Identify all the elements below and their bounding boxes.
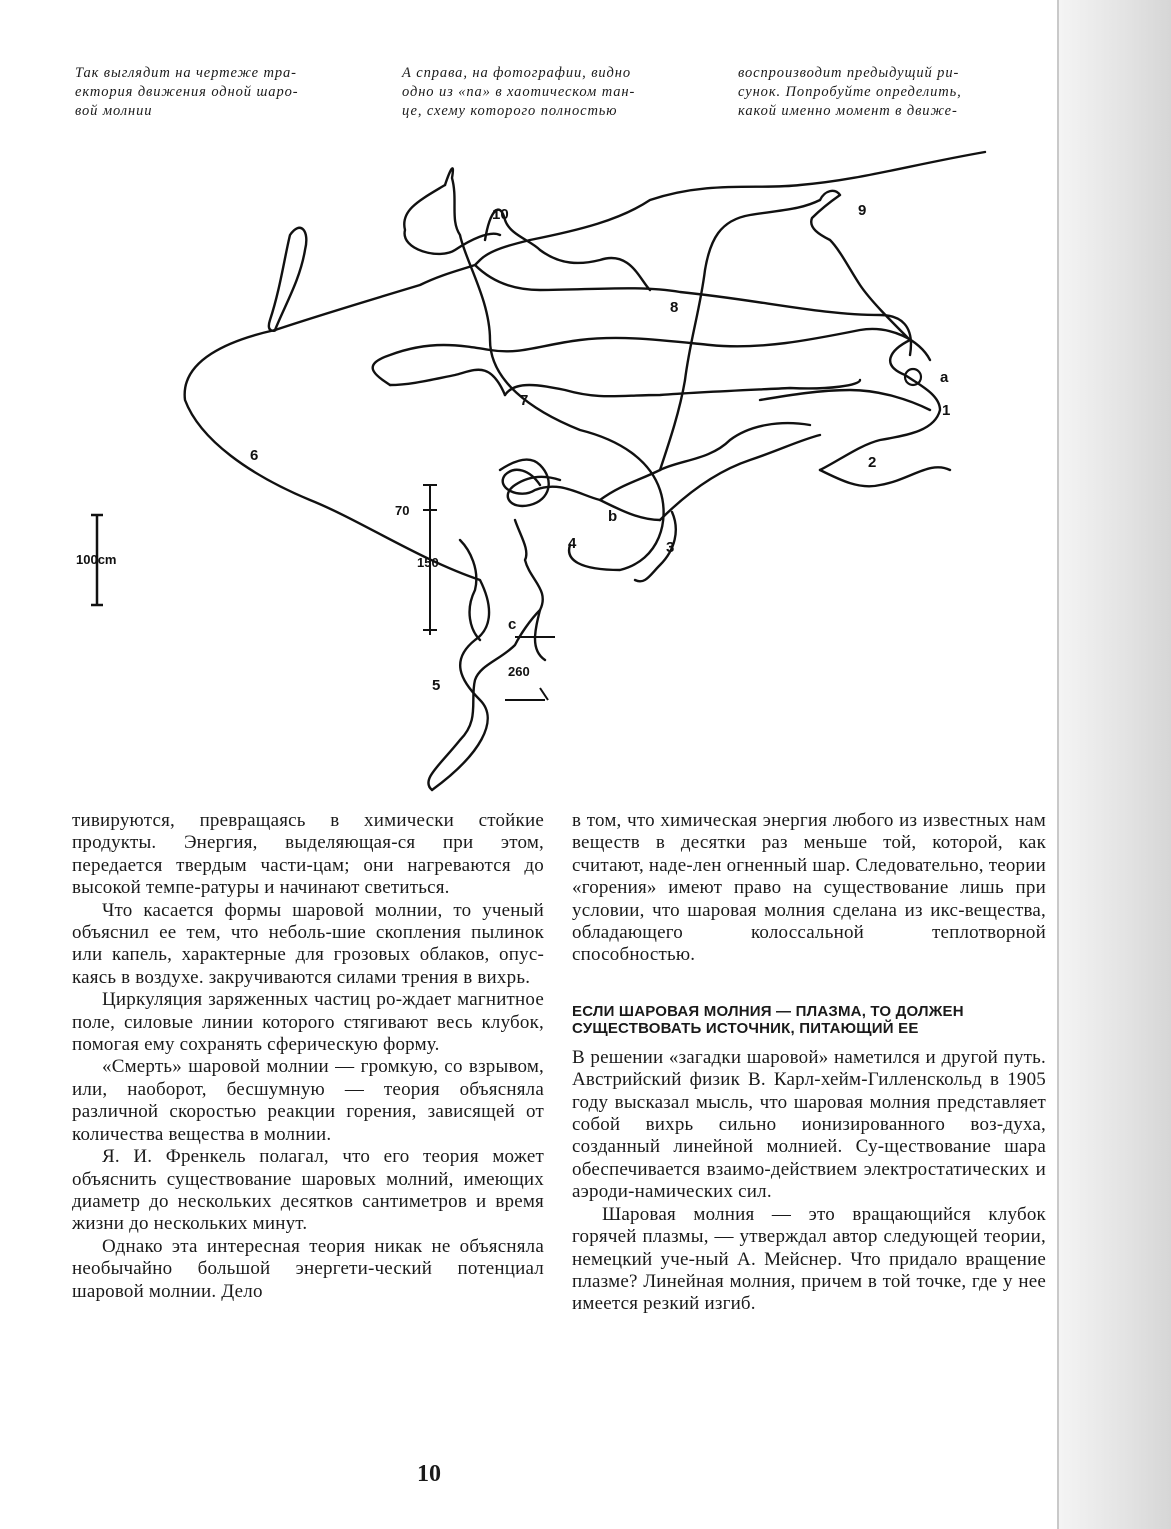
scale-label: 100cm bbox=[76, 552, 117, 567]
caption-middle: А справа, на фотографии, видно одно из «па» в хаотическом тан- це, схему которого полностью bbox=[402, 65, 636, 119]
page-number: 10 bbox=[417, 1461, 441, 1487]
trajectory-drawing bbox=[60, 140, 1050, 820]
label-b: b bbox=[608, 508, 618, 525]
section-heading: ЕСЛИ ШАРОВАЯ МОЛНИЯ — ПЛАЗМА, ТО ДОЛЖЕН СУЩЕСТВОВАТЬ ИСТОЧНИК, ПИТАЮЩИЙ ЕЕ bbox=[572, 1002, 964, 1037]
label-2: 2 bbox=[868, 454, 877, 471]
trajectory-figure bbox=[60, 140, 1050, 820]
left-paragraph-3: Циркуляция заряженных частиц ро-ждает магнитное поле, силовые линии которого стягивают весь клубок, помогая ему сохранять сферическую форму. bbox=[72, 989, 544, 1056]
label-5: 5 bbox=[432, 677, 441, 694]
caption-left: Так выглядит на чертеже тра- ектория движения одной шаро- вой молнии bbox=[75, 65, 299, 119]
label-8: 8 bbox=[670, 299, 679, 316]
label-3: 3 bbox=[666, 539, 675, 556]
right-text-column bbox=[572, 810, 1046, 1316]
label-a: a bbox=[940, 369, 949, 386]
label-10: 10 bbox=[492, 206, 509, 223]
dimension-260: 260 bbox=[508, 664, 530, 679]
right-paragraph-2: В решении «загадки шаровой» наметился и другой путь. Австрийский физик В. Карл-хейм-Гилленскольд в 1905 году высказал мысль, что шаровая молния представляет собой вихрь сильно ионизированного воз-духа, созданный линейной молнией. Су-ществование шара обеспечивается взаимо-действием электростатических и аэроди-намических сил. bbox=[572, 1046, 1046, 1203]
dimension-lines bbox=[423, 485, 555, 700]
page-edge-line bbox=[1057, 0, 1059, 1529]
left-paragraph-5: Я. И. Френкель полагал, что его теория может объяснить существование шаровых молний, имеющих диаметр до нескольких десятков сантиметров и время жизни до нескольких минут. bbox=[72, 1146, 544, 1235]
caption-right: воспроизводит предыдущий ри- сунок. Попробуйте определить, какой именно момент в движе- bbox=[738, 65, 962, 119]
dimension-150: 150 bbox=[417, 555, 439, 570]
label-4: 4 bbox=[568, 535, 577, 552]
label-9: 9 bbox=[858, 202, 867, 219]
label-1: 1 bbox=[942, 402, 951, 419]
right-paragraph-3: Шаровая молния — это вращающийся клубок горячей плазмы, — утверждал автор следующей теории, немецкий уче-ный А. Мейснер. Что придало вращение плазме? Линейная молния, причем в той точке, где у нее имеется резкий изгиб. bbox=[572, 1203, 1046, 1315]
trajectory-paths bbox=[185, 152, 985, 790]
left-paragraph-4: «Смерть» шаровой молнии — громкую, со взрывом, или, наоборот, бесшумную — теория объясняла различной скоростью реакции горения, зависящей от количества вещества в молнии. bbox=[72, 1056, 544, 1145]
label-c: c bbox=[508, 616, 517, 633]
label-7: 7 bbox=[520, 392, 529, 409]
left-paragraph-1: тивируются, превращаясь в химически стойкие продукты. Энергия, выделяющая-ся при этом, передается твердым части-цам; они нагреваются до высокой темпе-ратуры и начинают светиться. bbox=[72, 810, 544, 899]
dimension-70: 70 bbox=[395, 503, 410, 518]
left-text-column bbox=[72, 810, 544, 1303]
page-edge-shadow bbox=[1059, 0, 1171, 1529]
right-paragraph-1: в том, что химическая энергия любого из известных нам веществ в десятки раз меньше той, которой, как считают, наде-лен огненный шар. Следовательно, теории «горения» имеют право на существование лишь при условии, что шаровая молния сделана из икс-вещества, обладающего колоссальной теплотворной способностью. bbox=[572, 810, 1046, 966]
left-paragraph-2: Что касается формы шаровой молнии, то ученый объяснил ее тем, что неболь-шие скопления пылинок или капель, характерные для грозовых облаков, опус-каясь в воздухе. закручиваются силами трения в вихрь. bbox=[72, 899, 544, 988]
label-6: 6 bbox=[250, 447, 259, 464]
left-paragraph-6: Однако эта интересная теория никак не объясняла необычайно большой энергети-ческий потенциал шаровой молнии. Дело bbox=[72, 1235, 544, 1302]
